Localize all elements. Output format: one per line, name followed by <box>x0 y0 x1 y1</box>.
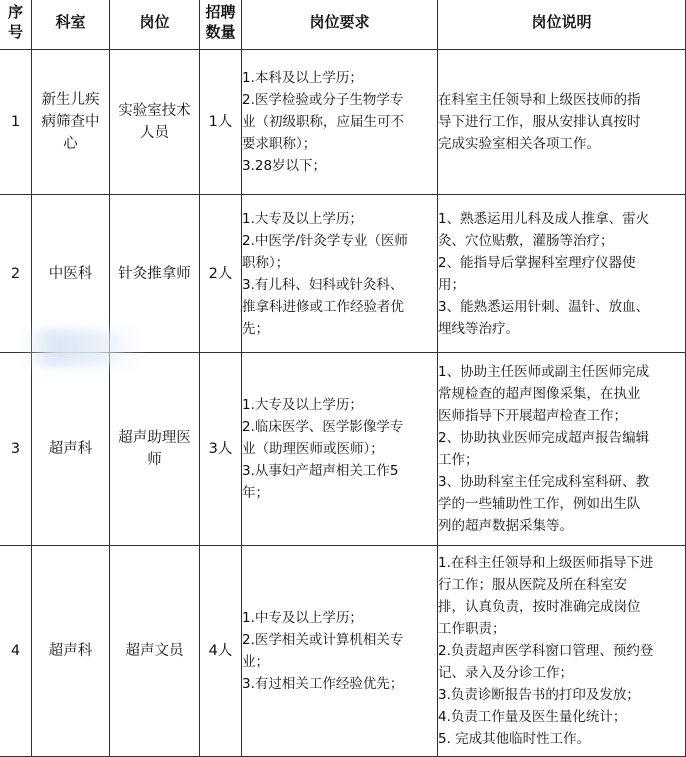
cell-description: 1、熟悉运用儿科及成人推拿、雷火 灸、穴位贴敷，灌肠等治疗； 2、能指导后掌握科室理疗仪器使 用； 3、能熟悉运用针刺、温针、放血、 埋线等治疗。 <box>438 195 686 353</box>
cell-seq: 1 <box>0 50 32 195</box>
cell-description: 1、协助主任医师或副主任医师完成 常规检查的超声图像采集，在执业 医师指导下开展超声检查工作； 2、协助执业医师完成超声报告编辑 工作； 3、协助科室主任完成科室科研、教 学的一些辅助性工作，例如出生队 列的超声数据采集等。 <box>438 353 686 546</box>
cell-post: 实验室技术 人员 <box>110 50 200 195</box>
header-dept: 科室 <box>32 0 110 50</box>
cell-seq: 2 <box>0 195 32 353</box>
cell-dept: 超声科 <box>32 353 110 546</box>
cell-requirements: 1.大专及以上学历； 2.中医学/针灸学专业（医师 职称）； 3.有儿科、妇科或针灸科、 推拿科进修或工作经验者优 先； <box>242 195 438 353</box>
cell-seq: 4 <box>0 546 32 757</box>
cell-description: 在科室主任领导和上级医技师的指 导下进行工作，服从安排认真按时 完成实验室相关各项工作。 <box>438 50 686 195</box>
cell-description: 1.在科主任领导和上级医师指导下进 行工作；服从医院及所在科室安 排，认真负责，按时准确完成岗位 工作职责； 2.负责超声医学科窗口管理、预约登 记、录入及分诊工作； 3.负责诊断报告书的打印及发放； 4.负责工作量及医生量化统计； 5. 完成其他临时性工作。 <box>438 546 686 757</box>
header-count: 招聘 数量 <box>200 0 242 50</box>
cell-dept: 新生儿疾 病筛查中 心 <box>32 50 110 195</box>
cell-requirements: 1.大专及以上学历； 2.临床医学、医学影像学专 业（助理医师或医师）； 3.从事妇产超声相关工作5 年； <box>242 353 438 546</box>
cell-dept: 中医科 <box>32 195 110 353</box>
cell-count: 3人 <box>200 353 242 546</box>
header-requirements: 岗位要求 <box>242 0 438 50</box>
header-post: 岗位 <box>110 0 200 50</box>
table-header-row <box>0 0 686 50</box>
cell-seq: 3 <box>0 353 32 546</box>
cell-dept: 超声科 <box>32 546 110 757</box>
watermark-smudge <box>24 330 144 366</box>
cell-requirements: 1.中专及以上学历； 2.医学相关或计算机相关专 业； 3.有过相关工作经验优先； <box>242 546 438 757</box>
table-row <box>0 50 686 195</box>
cell-post: 超声文员 <box>110 546 200 757</box>
cell-count: 1人 <box>200 50 242 195</box>
table-row <box>0 353 686 546</box>
table-row <box>0 546 686 757</box>
cell-post: 针灸推拿师 <box>110 195 200 353</box>
cell-count: 4人 <box>200 546 242 757</box>
header-seq: 序 号 <box>0 0 32 50</box>
cell-post: 超声助理医 师 <box>110 353 200 546</box>
cell-count: 2人 <box>200 195 242 353</box>
header-description: 岗位说明 <box>438 0 686 50</box>
cell-requirements: 1.本科及以上学历； 2.医学检验或分子生物学专 业（初级职称，应届生可不 要求职称）； 3.28岁以下； <box>242 50 438 195</box>
table-row <box>0 195 686 353</box>
